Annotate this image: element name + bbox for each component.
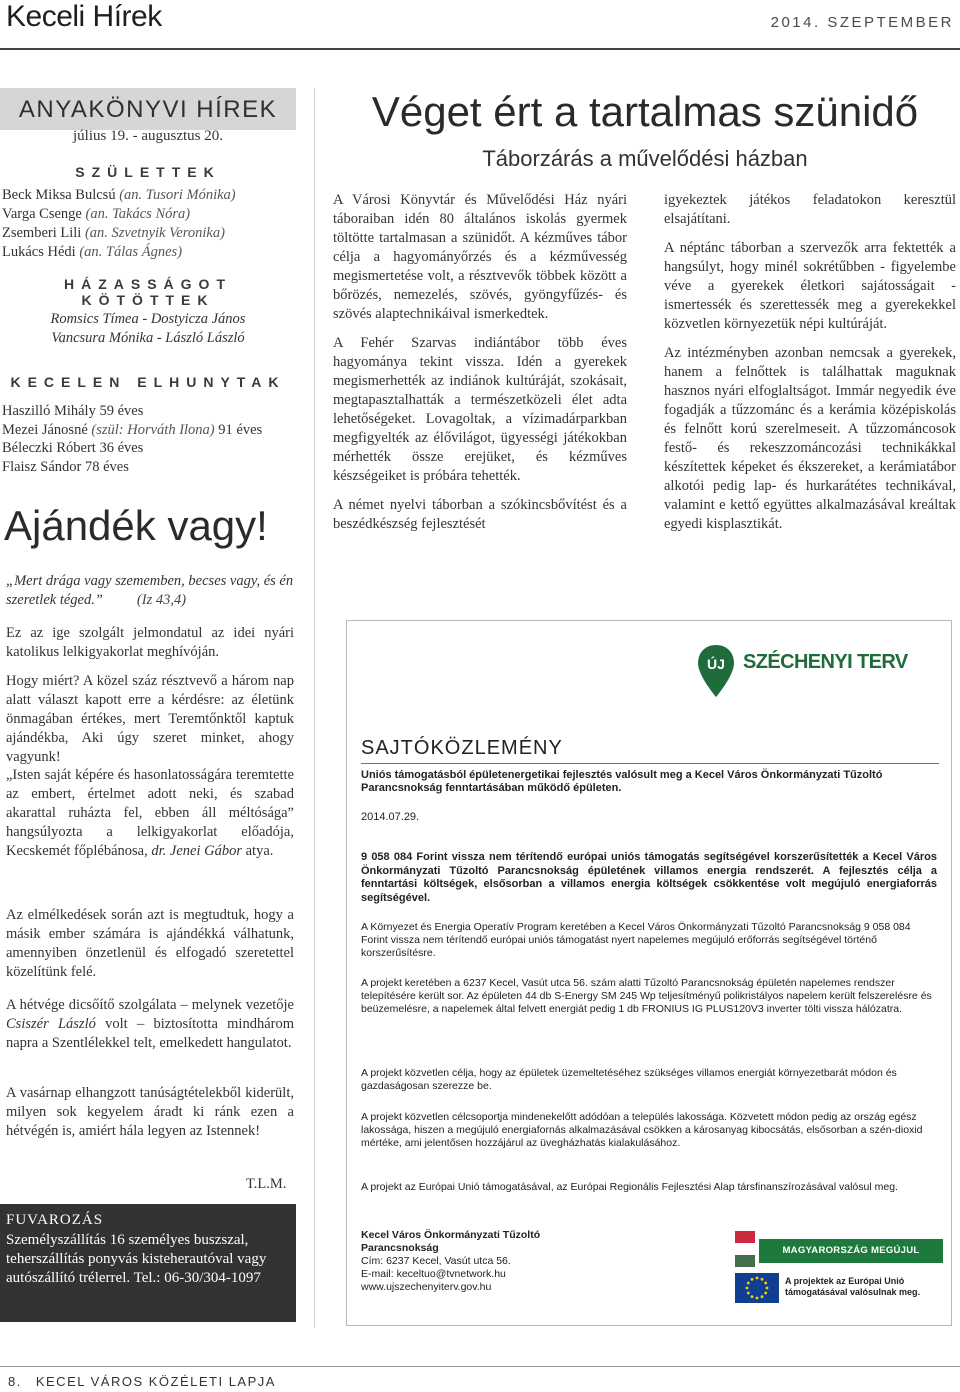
press-paragraph: A projekt közvetlen célja, hogy az épületek üzemeltetéséhez szükséges villamos energiát környezetbarát módon és gazdaságosan szerezze be. (361, 1067, 897, 1092)
page-number: 8. (8, 1374, 22, 1389)
birth-name: Zsemberi Lili (2, 225, 82, 241)
gift-paragraph (6, 996, 294, 1053)
article-paragraph: igyekeztek játékos feladatokon keresztül elsajátítani. (664, 192, 956, 227)
press-contact (361, 1229, 661, 1294)
article-paragraph: A német nyelvi táborban a szókincsbővítést és a beszédkészség fejlesztését (333, 497, 627, 532)
gift-motto (6, 572, 296, 609)
article-paragraph: A Fehér Szarvas indiántábor több éves hagyománya tekint vissza. Idén a gyerekek megismerhették az indiánok kultúráját, szokásait, megtapasztalhatták a természetközeli élet adta lehetőségeket. Lovagoltak, a vízimadárparkban megfigyelték az élővilágot, ügyességi játékokban mérhették össze erejüket, és kézműves készségeiket is próbára tehették. (333, 335, 627, 484)
gift-paragraph: Az elmélkedések során azt is megtudtuk, hogy a másik ember számára is ajándékká válhatunk, amennyiben önzetlenül és elfogadó szeretettel közelítünk felé. (6, 907, 294, 980)
death-entry (2, 402, 294, 421)
press-title: SAJTÓKÖZLEMÉNY (361, 737, 563, 759)
gift-text: atya. (241, 843, 274, 859)
death-age: 59 éves (99, 403, 144, 419)
death-name: Haszilló Mihály (2, 403, 96, 419)
birth-entry (2, 186, 294, 205)
birth-parents: (an. Szvetnyik Veronika) (84, 225, 225, 241)
death-name: Béleczki Róbert (2, 440, 96, 456)
death-age: 36 éves (99, 440, 144, 456)
marriage-entry: Romsics Tímea - Dostyicza János (50, 311, 246, 327)
birth-entry (2, 224, 294, 243)
gift-text: „Isten saját képére és hasonlatosságára teremtette az embert, értelmet adott neki, és szabad akarattal ruházta fel, ebben áll méltósága” hangsúlyozta a lelkigyakorlat előadója, Kecskemét főplébánosa, (6, 767, 294, 859)
eu-flag-icon (735, 1273, 779, 1303)
article-paragraph: A Városi Könyvtár és Művelődési Ház nyári táboraiban idén 80 általános iskolás gyermek töltötte tartalmasan a szünidőt. A kézműves tábor célja a hagyományőrzés és a kézművesség megismertetése volt, a résztvevők többek között a bőrözés, nemezelés, szövés, gyöngyfűzés- és szövés alaptechnikáival ismerkedtek. (333, 192, 627, 322)
births-heading: SZÜLETTEK (75, 164, 221, 180)
marriages-heading: HÁZASSÁGOT KÖTÖTTEK (64, 276, 232, 308)
gift-signature: T.L.M. (246, 1176, 287, 1192)
death-entry (2, 458, 294, 477)
main-headline: Véget ért a tartalmas szünidő (371, 88, 919, 135)
title-rule (361, 763, 939, 764)
transport-title: FUVAROZÁS (6, 1212, 104, 1228)
press-paragraph: A projekt közvetlen célcsoportja mindenekelőtt adódóan a település lakossága. Közvetett módon pedig az ország egész lakossága, hiszen a megújuló energiafornás alkalmazásával csökken a károsanyag kibocsátás, elsősorban a szén-dioxid mértéke, ami jelentősen hozzájárul az üvegházhatás kialakulásához. (361, 1111, 923, 1149)
birth-parents: (an. Takács Nóra) (85, 206, 191, 222)
speaker-name: dr. Jenei Gábor (151, 843, 242, 859)
birth-name: Varga Csenge (2, 206, 82, 222)
eu-caption: A projektek az Európai Unió támogatásával valósulnak meg. (785, 1276, 921, 1297)
registry-period: július 19. - augusztus 20. (73, 128, 223, 144)
birth-entry (2, 243, 294, 262)
gift-article-title: Ajándék vagy! (4, 502, 268, 549)
main-subhead: Táborzárás a művelődési házban (482, 146, 808, 171)
press-highlight: 9 058 084 Forint vissza nem térítendő európai uniós támogatás segítségével korszerűsítették a Kecel Város Önkormányzati Tűzoltó Parancsnokság épületének villamos energia rendszerét. A fejlesztés célja a fenntartási költségek, elsősorban a villamos energia költségek csökkentése volt megújuló energiaforrás segítségével. (361, 851, 937, 904)
deaths-heading: KECELEN ELHUNYTAK (10, 374, 286, 390)
press-date: 2014.07.29. (361, 811, 420, 823)
death-note: (szül: Horváth Ilona) (91, 421, 215, 438)
deaths-list (2, 402, 294, 476)
footer-rule (0, 1366, 960, 1367)
gift-paragraph: Ez az ige szolgált jelmondatul az idei nyári katolikus lelkigyakorlat meghívóján. (6, 625, 294, 660)
birth-parents: (an. Tálas Ágnes) (79, 244, 183, 260)
article-paragraph: Az intézményben azonban nemcsak a gyerekek, hanem a felnőttek is találhattak maguknak hasznos nyári elfoglaltságot. Immár negyedik éve fogadják a tűzzománc és a kerámia középiskolás és felnőtt korú szerelmeseit. A tűzzománcosok festő- és rekeszzománcozási technikákkal készítettek képeket és ékszereket, a kerámiatábor alkotói pedig lap- és hurkarátétes technikával, valamint e kettő együttes alkalmazásával kreáltak egyedi kisplasztikát. (664, 345, 956, 532)
gift-paragraph (6, 766, 294, 861)
article-column-middle (333, 191, 627, 544)
contact-address: Cím: 6237 Kecel, Vasút utca 56. (361, 1255, 511, 1267)
gift-text: volt – biztosította mindhárom napra a Szentlélekkel telt, emelkedett hangulatot. (6, 1016, 295, 1051)
marriage-entry: Vancsura Mónika - László László (51, 329, 245, 346)
death-entry (2, 439, 294, 458)
press-paragraph: A Környezet és Energia Operatív Program keretében a Kecel Város Önkormányzati Tűzoltó Parancsnokság 9 058 084 Forint vissza nem térítendő európai uniós támogatást nyert napelemes megújuló erőforrás segítségével történő korszerűsítésre. (361, 921, 911, 959)
contact-email: E-mail: keceltuo@tvnetwork.hu (361, 1268, 506, 1280)
badge-letters: ÚJ (707, 656, 725, 672)
birth-name: Lukács Hédi (2, 244, 76, 260)
press-release-box (346, 620, 952, 1326)
motto-reference: (Iz 43,4) (136, 591, 187, 608)
masthead-date: 2014. SZEPTEMBER (770, 14, 954, 31)
gift-text: A hétvége dicsőítő szolgálata – melynek vezetője (6, 997, 294, 1013)
article-column-right (664, 191, 956, 544)
press-lead: Uniós támogatásból épületenergetikai fejlesztés valósult meg a Kecel Város Önkormányzati Tűzoltó Parancsnokság fenntartásában működő épületen. (361, 769, 883, 794)
hungary-flag-icon (735, 1231, 755, 1267)
location-pin-icon (696, 643, 736, 699)
masthead-title: Keceli Hírek (6, 0, 162, 33)
contact-name: Kecel Város Önkormányzati Tűzoltó Parancsnokság (361, 1229, 541, 1254)
brand-name: SZÉCHENYI TERV (743, 651, 908, 673)
birth-parents: (an. Tusori Mónika) (119, 187, 236, 203)
death-age: 78 éves (84, 458, 129, 475)
contact-web: www.ujszechenyiterv.gov.hu (361, 1281, 492, 1293)
death-age: 91 éves (218, 421, 263, 438)
births-list (2, 186, 294, 262)
press-paragraph: A projekt az Európai Unió támogatásával, az Európai Regionális Fejlesztési Alap társfinanszírozásával valósul meg. (361, 1181, 898, 1193)
registry-section (0, 88, 296, 475)
death-name: Mezei Jánosné (2, 421, 88, 438)
gift-paragraph: A vasárnap elhangzott tanúságtételekből kiderült, milyen sok kegyelem áradt ki ránk ezen a hétvégén is, amiért hála legyen az Istennek! (6, 1085, 294, 1139)
birth-entry (2, 205, 294, 224)
death-name: Flaisz Sándor (2, 458, 82, 475)
hungary-renews-band: MAGYARORSZÁG MEGÚJUL (759, 1239, 943, 1263)
masthead-rule (0, 48, 960, 50)
transport-text: Személyszállítás 16 személyes buszszal, teherszállítás ponyvás kisteherautóval vagy autószállító trélerrel. Tel.: 06-30/304-1097 (6, 1232, 267, 1286)
press-paragraph: A projekt keretében a 6237 Kecel, Vasút utca 56. szám alatti Tűzoltó Parancsnokság épületén napelemes rendszer telepítésére került sor. Az épületen 44 db S-Energy SM 245 Wp teljesítményű polikristályos napelem került felszerelésre és beüzemelésre, a napelemek által felvett energiát pedig 1 db FRONIUS IG PLUS120V3 inverter tölti vissza hálózatra. (361, 977, 932, 1015)
motto-quote: „Mert drága vagy szememben, becses vagy, és én szeretlek téged.” (6, 573, 294, 608)
transport-ad (0, 1204, 296, 1322)
marriages-list (0, 310, 296, 347)
gift-paragraph: Hogy miért? A közel száz résztvevő a három nap alatt választ kapott erre a kérdésre: az életünk önmagában értékes, mert Teremtőnktől kaptuk ajándékba, Aki úgy szeret minket, ahogy vagyunk! (6, 673, 294, 765)
death-entry (2, 421, 294, 440)
column-divider (314, 88, 315, 1328)
footer (8, 1374, 276, 1389)
registry-title: ANYAKÖNYVI HÍREK (18, 96, 278, 123)
birth-name: Beck Miksa Bulcsú (2, 187, 116, 203)
publication-name: KECEL VÁROS KÖZÉLETI LAPJA (35, 1374, 276, 1389)
article-paragraph: A néptánc táborban a szervezők arra fektették a hangsúlyt, hogy minél sokrétűbben - figyelembe véve a gyerekek életkori sajátosságait - ismertessék és szerettessék meg a gyerekekkel közvetlen környezetük népi kultúráját. (664, 240, 956, 332)
leader-name: Csiszér László (6, 1016, 96, 1032)
